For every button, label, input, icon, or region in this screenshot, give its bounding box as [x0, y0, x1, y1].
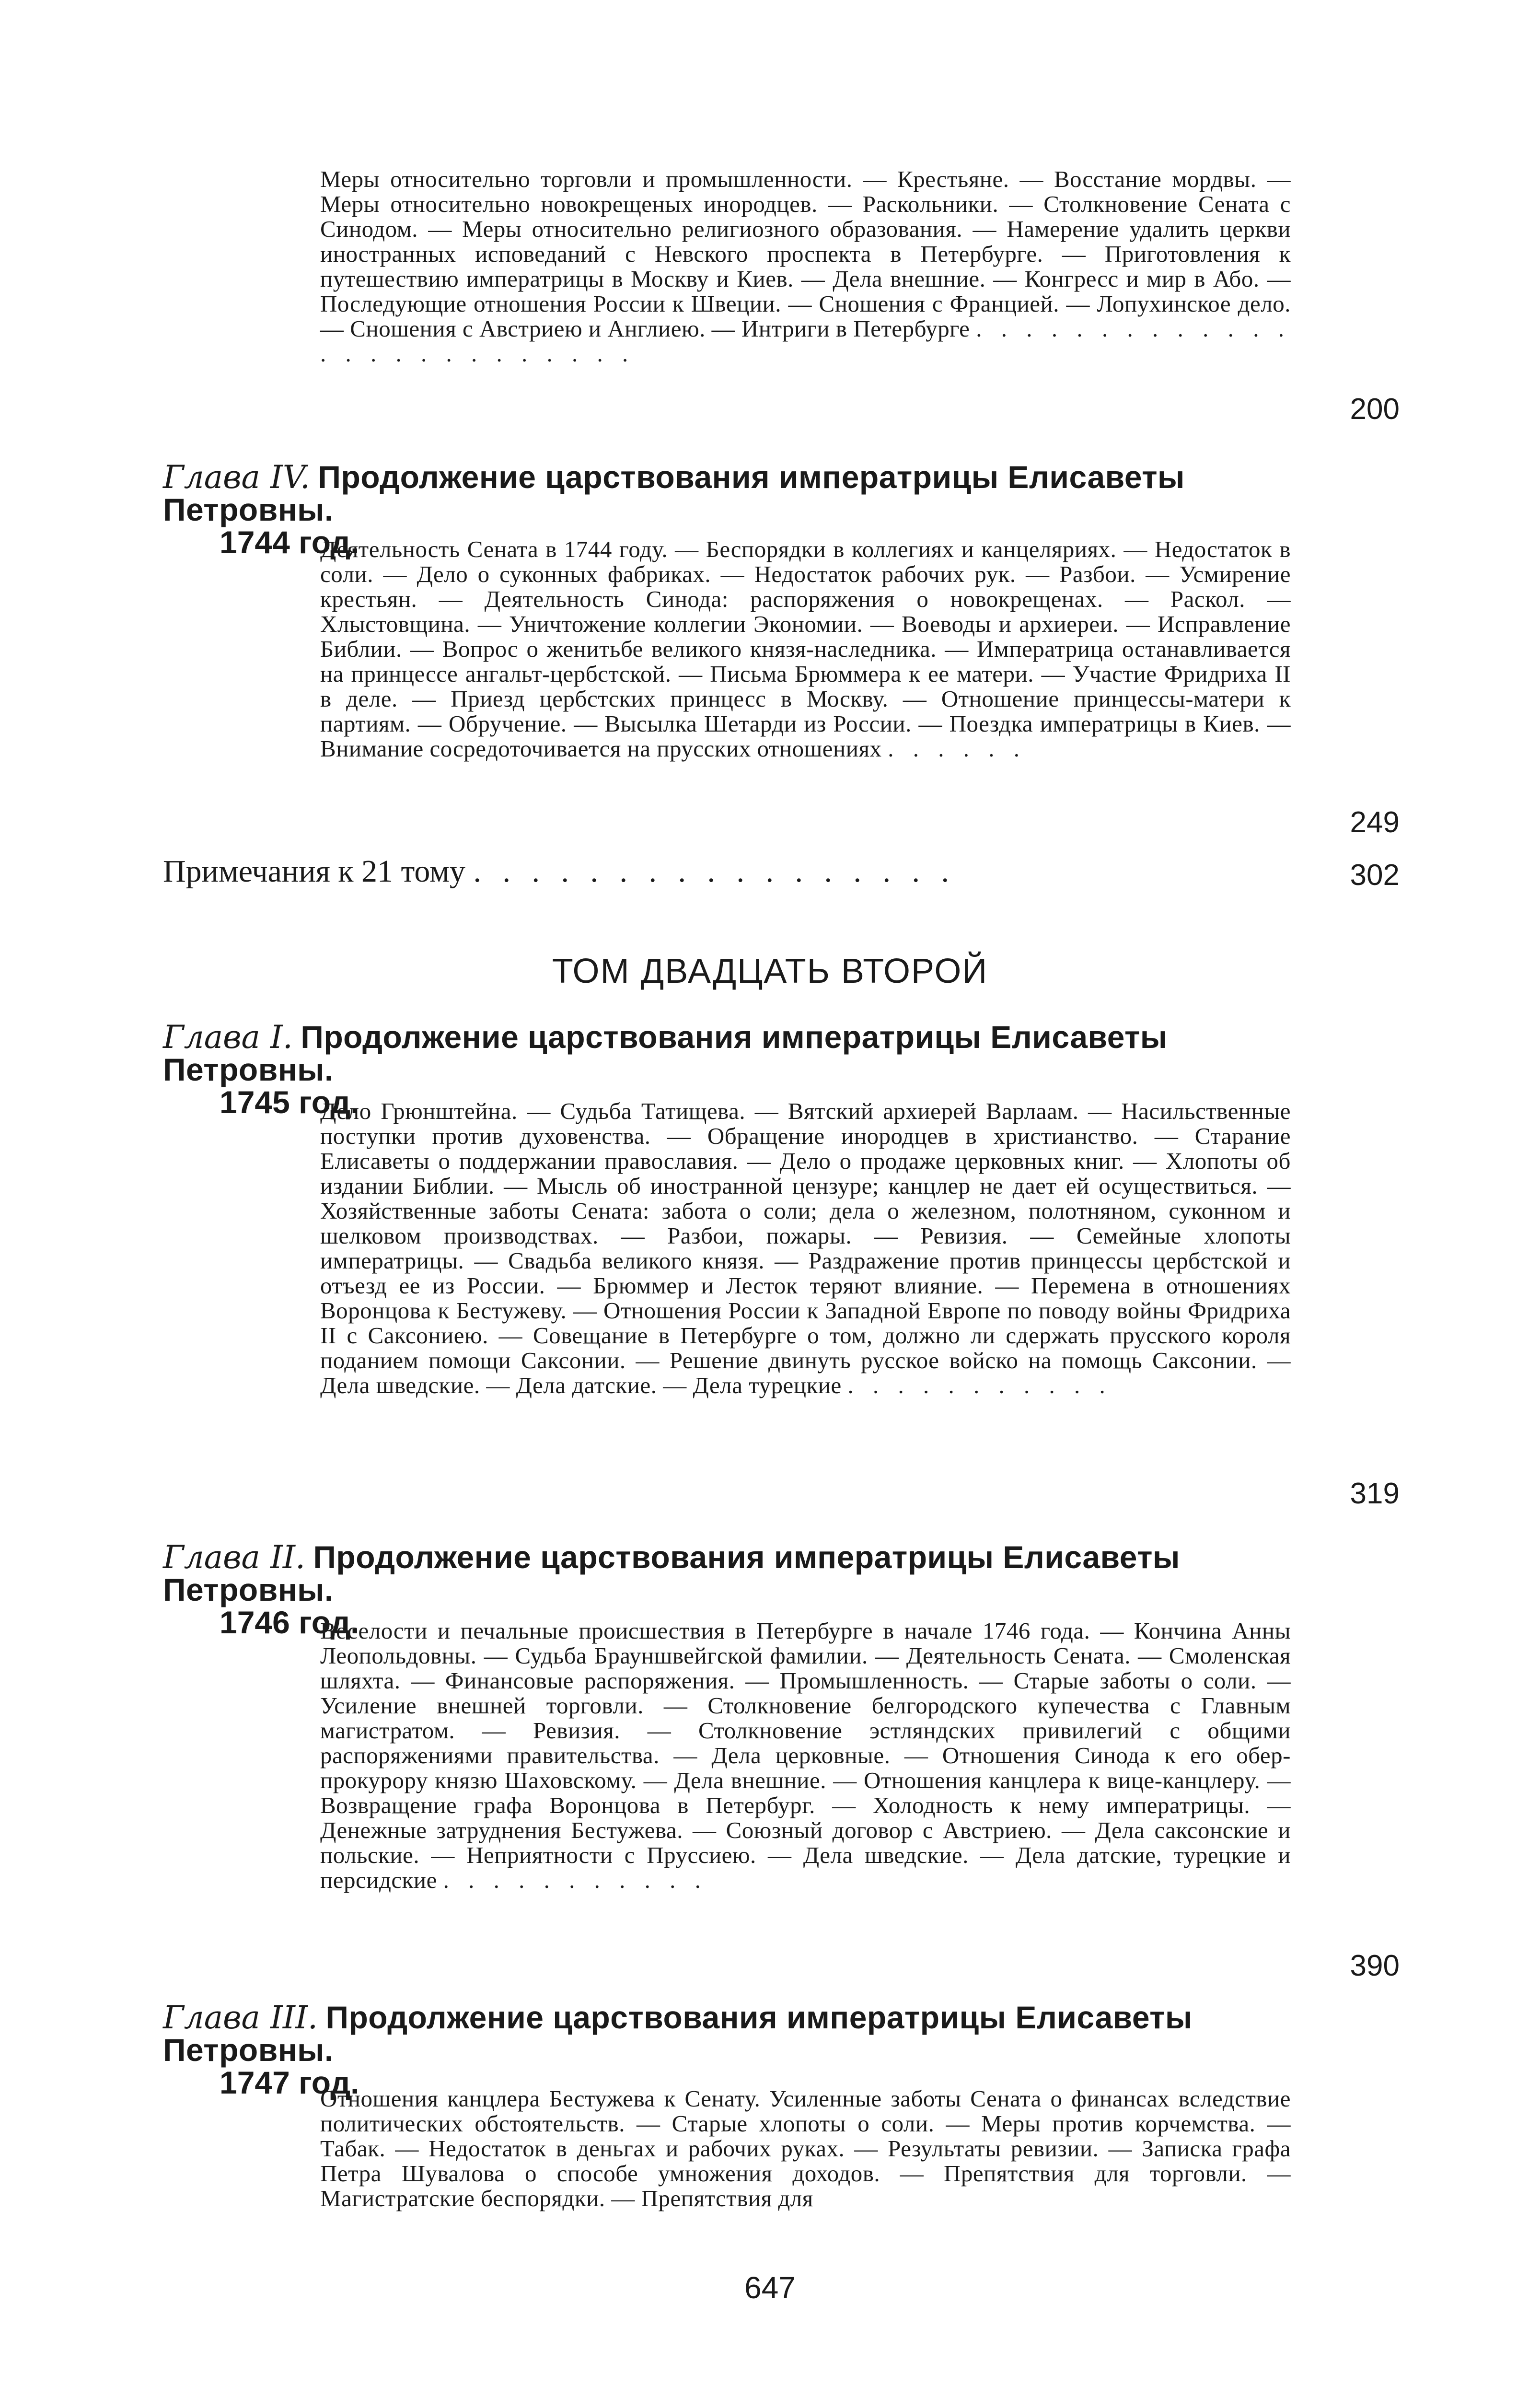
- page-number: 302: [1350, 859, 1400, 892]
- dot-leader: . . . . . . . . . . .: [847, 1372, 1112, 1398]
- dot-leader: . . . . . . . . . . . . . . . . .: [473, 854, 956, 889]
- page-number: 200: [1350, 393, 1400, 426]
- chapter-heading: [163, 2001, 1294, 2098]
- chapter-year: 1744 год.: [220, 524, 359, 560]
- summary-text: Деятельность Сената в 1744 году. — Беспорядки в коллегиях и канцеляриях. — Недостаток в соли. — Дело о суконных фабриках. — Недостаток рабочих рук. — Разбои. — Усмирение крестьян. — Деятельность Синода: распоряжения о новокрещенах. — Раскол. — Хлыстовщина. — Уничтожение коллегии Экономии. — Воеводы и архиереи. — Исправление Библии. — Вопрос о женитьбе великого князя-наследника. — Императрица останавливается на принцессе ангальт-цербстской. — Письма Брюммера к ее матери. — Участие Фридриха II в деле. — Приезд цербстских принцесс в Москву. — Отношение принцессы-матери к партиям. — Обручение. — Высылка Шетарди из России. — Поездка императрицы в Киев. — Внимание сосредоточивается на прусских отношениях: [320, 536, 1291, 762]
- chapter-summary: [320, 2086, 1291, 2211]
- chapter-title: Продолжение царствования императрицы Елисаветы Петровны.: [163, 1019, 1168, 1087]
- chapter-number: Глава III.: [163, 1999, 318, 2036]
- chapter-year: 1747 год.: [220, 2065, 359, 2100]
- chapter-summary: [320, 167, 1291, 366]
- summary-text: Дело Грюнштейна. — Судьба Татищева. — Вятский архиерей Варлаам. — Насильственные поступки против духовенства. — Обращение инородцев в христианство. — Старание Елисаветы о поддержании православия. — Дело о продаже церковных книг. — Хлопоты об издании Библии. — Мысль об иностранной цензуре; канцлер не дает ей осуществиться. — Хозяйственные заботы Сената: забота о соли; дела о железном, полотняном, суконном и шелковом производствах. — Разбои, пожары. — Ревизия. — Семейные хлопоты императрицы. — Свадьба великого князя. — Раздражение против принцессы цербстской и отъезд ее из России. — Брюммер и Лесток теряют влияние. — Перемена в отношениях Воронцова к Бестужеву. — Отношения России к Западной Европе по поводу войны Фридриха II с Саксониею. — Совещание в Петербурге о том, должно ли сдержать прусского короля поданием помощи Саксонии. — Решение двинуть русское войско на помощь Саксонии. — Дела шведские. — Дела датские. — Дела турецкие: [320, 1098, 1291, 1398]
- chapter-title: Продолжение царствования императрицы Елисаветы Петровны.: [163, 2000, 1193, 2068]
- chapter-summary: [320, 1618, 1291, 1893]
- summary-text: Веселости и печальные происшествия в Петербурге в начале 1746 года. — Кончина Анны Леопольдовны. — Судьба Брауншвейгской фамилии. — Деятельность Сената. — Смоленская шляхта. — Финансовые распоряжения. — Промышленность. — Старые заботы о соли. — Усиление внешней торговли. — Столкновение белгородского купечества с Главным магистратом. — Ревизия. — Столкновение эстляндских привилегий с общими распоряжениями правительства. — Дела церковные. — Отношения Синода к его обер-прокурору князю Шаховскому. — Дела внешние. — Отношения канцлера к вице-канцлеру. — Возвращение графа Воронцова в Петербург. — Холодность к нему императрицы. — Денежные затруднения Бестужева. — Союзный договор с Австриею. — Дела саксонские и польские. — Неприятности с Пруссиею. — Дела шведские. — Дела датские, турецкие и персидские: [320, 1617, 1291, 1893]
- chapter-title: Продолжение царствования императрицы Елисаветы Петровны.: [163, 1539, 1180, 1607]
- chapter-summary: [320, 537, 1291, 761]
- dot-leader: . . . . . .: [888, 735, 1027, 762]
- chapter-number: Глава II.: [163, 1539, 305, 1576]
- dot-leader: . . . . . . . . . . .: [443, 1867, 707, 1893]
- page-number: 319: [1350, 1477, 1400, 1510]
- page-number: 390: [1350, 1949, 1400, 1982]
- chapter-number: Глава IV.: [163, 459, 310, 496]
- dot-leader: . . . . . . . . . . . . . . . . . . . . . . . . . .: [320, 315, 1291, 367]
- volume-heading: ТОМ ДВАДЦАТЬ ВТОРОЙ: [552, 952, 988, 990]
- summary-text: Отношения канцлера Бестужева к Сенату. Усиленные заботы Сената о финансах вследствие политических обстоятельств. — Старые хлопоты о соли. — Меры против корчемства. — Табак. — Недостаток в деньгах и рабочих руках. — Результаты ревизии. — Записка графа Петра Шувалова о способе умножения доходов. — Препятствия для торговли. — Магистратские беспорядки. — Препятствия для: [320, 2085, 1291, 2211]
- chapter-title: Продолжение царствования императрицы Елисаветы Петровны.: [163, 459, 1185, 527]
- chapter-year: 1745 год.: [220, 1084, 359, 1120]
- summary-text: Меры относительно торговли и промышленности. — Крестьяне. — Восстание мордвы. — Меры относительно новокрещеных инородцев. — Раскольники. — Столкновение Сената с Синодом. — Меры относительно религиозного образования. — Намерение удалить церкви иностранных исповеданий с Невского проспекта в Петербурге. — Приготовления к путешествию императрицы в Москву и Киев. — Дела внешние. — Конгресс и мир в Або. — Последующие отношения России к Швеции. — Сношения с Францией. — Лопухинское дело. — Сношения с Австриею и Англиею. — Интриги в Петербурге: [320, 166, 1291, 342]
- chapter-number: Глава I.: [163, 1019, 293, 1056]
- folio-number: 647: [744, 2270, 796, 2305]
- chapter-summary: [320, 1099, 1291, 1398]
- page-number: 249: [1350, 806, 1400, 839]
- notes-entry: [163, 853, 1294, 890]
- notes-title: Примечания к 21 тому: [163, 854, 465, 889]
- chapter-year: 1746 год.: [220, 1605, 359, 1640]
